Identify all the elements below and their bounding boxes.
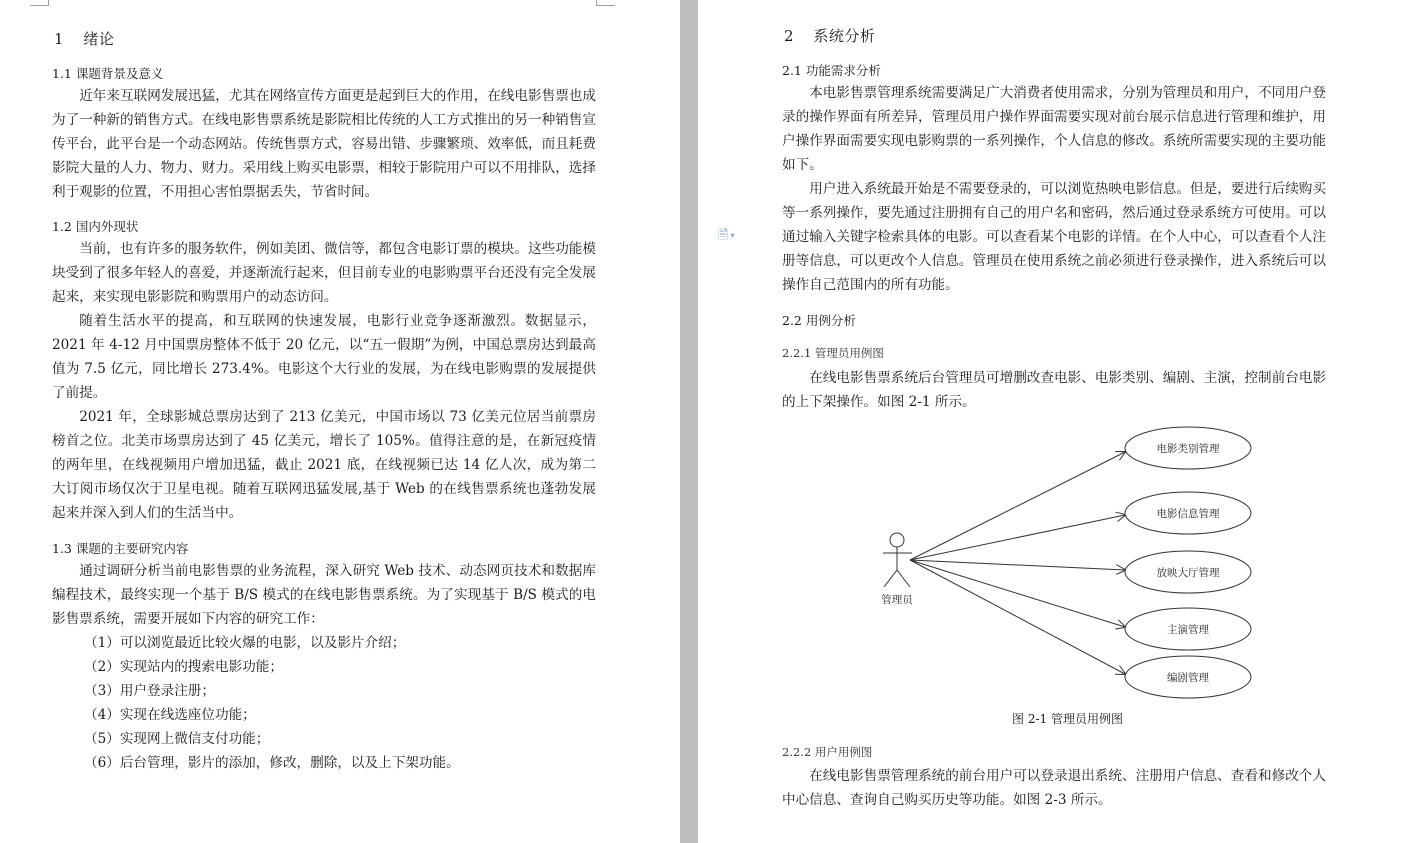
paragraph: 通过调研分析当前电影售票的业务流程，深入研究 Web 技术、动态网页技术和数据库编程技术，最终实现一个基于 B/S 模式的在线电影售票系统。为了实现基于 B/S 模式的电影售票系统，需要开展如下内容的研究工作： — [52, 563, 596, 627]
paragraph: 用户进入系统最开始是不需要登录的，可以浏览热映电影信息。但是，要进行后续购买等一系列操作，要先通过注册拥有自己的用户名和密码，然后通过登录系统方可使用。可以通过输入关键字检索具体的电影。可以查看某个电影的详情。在个人中心，可以查看个人注册等信息，可以更改个人信息。管理员在使用系统之前必须进行登录操作，进入系统后可以操作自己范围内的所有功能。 — [782, 181, 1326, 293]
chapter-title: 系统分析 — [813, 27, 876, 45]
figure-caption: 图 2-1 管理员用例图 — [1012, 712, 1123, 726]
page-corner-mark — [596, 0, 615, 6]
list-item: （4）实现在线选座位功能； — [84, 707, 256, 723]
page-gutter — [680, 0, 698, 843]
document-icon[interactable]: 🗎 ▾ — [718, 228, 735, 243]
section-2-2-2-heading: 2.2.2 用户用例图 — [782, 745, 873, 759]
use-case-label: 电影类别管理 — [1156, 443, 1220, 455]
use-case-label: 编剧管理 — [1167, 672, 1209, 684]
chapter-title: 绪论 — [83, 30, 115, 48]
section-1-3-heading: 1.3 课题的主要研究内容 — [52, 541, 189, 556]
association-line — [910, 515, 1125, 560]
list-item: （2）实现站内的搜索电影功能； — [84, 659, 283, 675]
association-line — [910, 452, 1125, 560]
paragraph: 本电影售票管理系统需要满足广大消费者使用需求，分别为管理员和用户，不同用户登录的操作界面有所差异，管理员用户操作界面需要实现对前台展示信息进行管理和维护，用户操作界面需要实现电影购票的一系列操作，个人信息的修改。系统所需要实现的主要功能如下。 — [782, 85, 1326, 173]
list-item: （1）可以浏览最近比较火爆的电影，以及影片介绍； — [84, 635, 406, 651]
list-item: （5）实现网上微信支付功能； — [84, 731, 270, 747]
use-case-label: 主演管理 — [1167, 624, 1209, 636]
list-item: （6）后台管理，影片的添加，修改，删除，以及上下架功能。 — [84, 755, 460, 771]
section-1-1-heading: 1.1 课题背景及意义 — [52, 66, 164, 81]
list-item: （3）用户登录注册； — [84, 683, 215, 699]
page-right — [698, 0, 1402, 843]
actor-label: 管理员 — [881, 594, 913, 606]
use-case-label: 电影信息管理 — [1156, 508, 1220, 520]
chapter-number: 1 — [54, 30, 65, 48]
chevron-down-icon[interactable]: ▾ — [730, 231, 735, 240]
paragraph: 在线电影售票管理系统的前台用户可以登录退出系统、注册用户信息、查看和修改个人中心信息、查询自己购买历史等功能。如图 2-3 所示。 — [782, 768, 1326, 808]
admin-use-case-diagram — [858, 420, 1278, 705]
page-corner-mark — [30, 0, 49, 6]
chapter-2-heading — [784, 25, 875, 46]
association-line — [910, 560, 1125, 570]
paragraph: 在线电影售票系统后台管理员可增删改查电影、电影类别、编剧、主演，控制前台电影的上下架操作。如图 2-1 所示。 — [782, 370, 1326, 410]
paragraph: 当前，也有许多的服务软件，例如美团、微信等，都包含电影订票的模块。这些功能模块受到了很多年轻人的喜爱，并逐渐流行起来，但目前专业的电影购票平台还没有完全发展起来，来实现电影影院和购票用户的动态访问。 — [52, 241, 596, 305]
section-2-2-1-heading: 2.2.1 管理员用例图 — [782, 346, 884, 360]
section-2-1-heading: 2.1 功能需求分析 — [782, 63, 881, 78]
use-case-label: 放映大厅管理 — [1156, 567, 1220, 579]
actor-figure — [883, 533, 912, 587]
section-1-2-heading: 1.2 国内外现状 — [52, 219, 139, 234]
research-content-list — [84, 631, 460, 775]
paragraph: 近年来互联网发展迅猛，尤其在网络宣传方面更是起到巨大的作用，在线电影售票也成为了一种新的销售方式。在线电影售票系统是影院相比传统的人工方式推出的另一种销售宣传平台，此平台是一个动态网站。传统售票方式，容易出错、步骤繁琐、效率低，而且耗费影院大量的人力、物力、财力。采用线上购买电影票，相较于影院用户可以不用排队，选择利于观影的位置，不用担心害怕票据丢失，节省时间。 — [52, 88, 596, 200]
paragraph: 2021 年，全球影城总票房达到了 213 亿美元，中国市场以 73 亿美元位居当前票房榜首之位。北美市场票房达到了 45 亿美元，增长了 105%。值得注意的是，在新冠疫情的两年里，在线视频用户增加迅猛，截止 2021 底，在线视频已达 14 亿人次，成为第二大订阅市场仅次于卫星电视。随着互联网迅猛发展,基于 Web 的在线售票系统也蓬勃发展起来并深入到人们的生活当中。 — [52, 409, 596, 521]
paragraph: 随着生活水平的提高，和互联网的快速发展，电影行业竞争逐渐激烈。数据显示，2021 年 4-12 月中国票房整体不低于 20 亿元，以“五一假期”为例，中国总票房达到最高值为 7.5 亿元，同比增长 273.4%。电影这个大行业的发展，为在线电影购票的发展提供了前提。 — [52, 313, 596, 401]
section-2-2-heading: 2.2 用例分析 — [782, 313, 856, 328]
chapter-number: 2 — [784, 27, 795, 45]
chapter-1-heading — [54, 28, 114, 49]
page-left — [0, 0, 680, 843]
